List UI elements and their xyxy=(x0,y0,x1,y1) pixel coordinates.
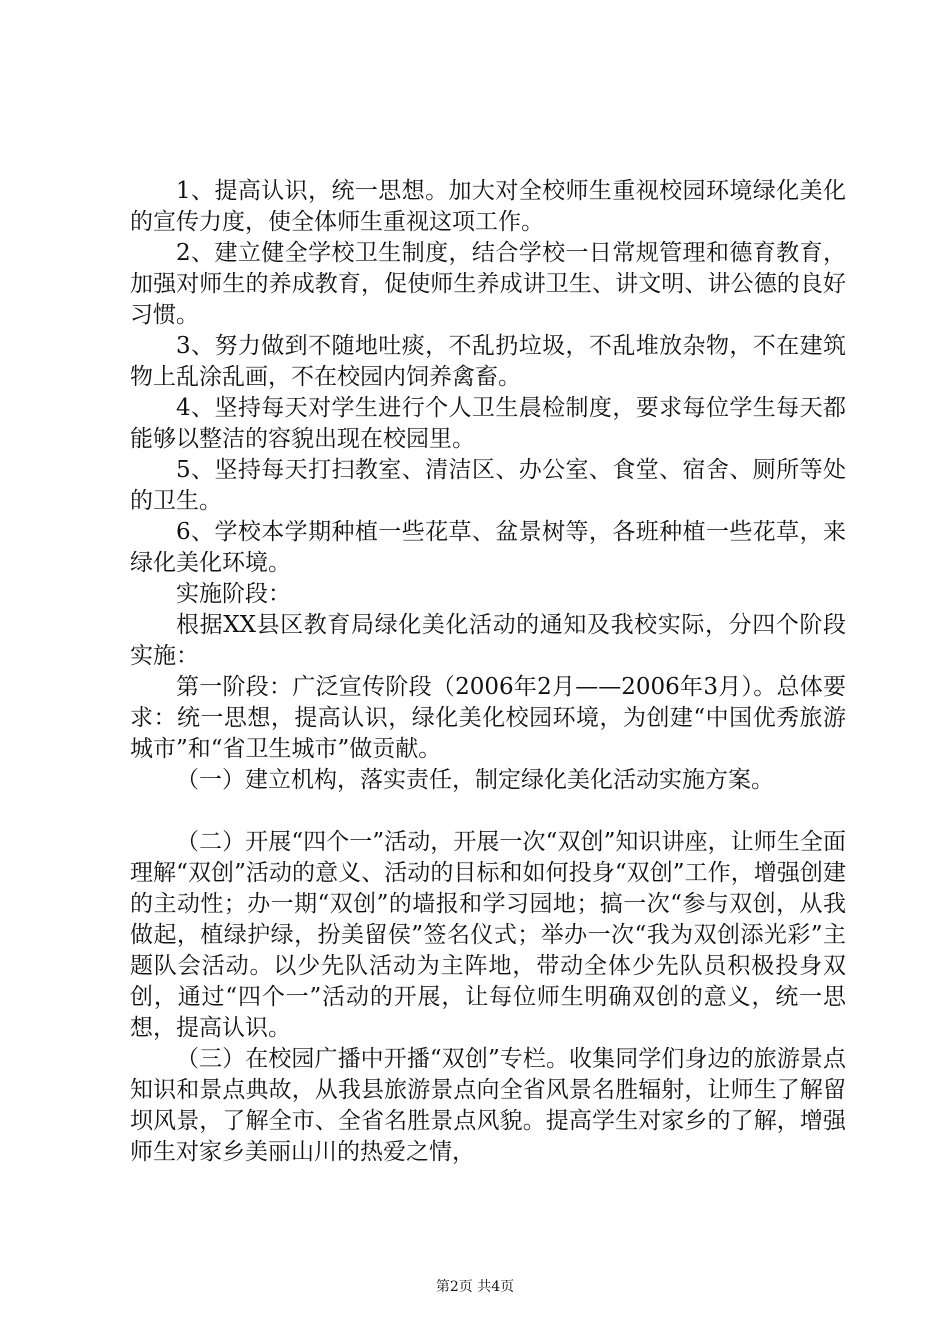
paragraph-item-1: 1、提高认识，统一思想。加大对全校师生重视校园环境绿化美化的宣传力度，使全体师生重视这项工作。 xyxy=(130,178,846,235)
section-heading-implementation: 实施阶段： xyxy=(176,581,291,607)
paragraph-intro: 根据XX县区教育局绿化美化活动的通知及我校实际，分四个阶段实施： xyxy=(130,612,846,669)
paragraph-item-6: 6、学校本学期种植一些花草、盆景树等，各班种植一些花草，来绿化美化环境。 xyxy=(130,519,846,576)
paragraph-item-5: 5、坚持每天打扫教室、清洁区、办公室、食堂、宿舍、厕所等处的卫生。 xyxy=(130,457,846,514)
paragraph-sub-three: （三）在校园广播中开播“双创”专栏。收集同学们身边的旅游景点知识和景点典故，从我县旅游景点向全省风景名胜辐射，让师生了解留坝风景，了解全市、全省名胜景点风貌。提高学生对家乡的了解，增强师生对家乡美丽山川的热爱之情， xyxy=(130,1046,846,1165)
paragraph-sub-one: （一）建立机构，落实责任，制定绿化美化活动实施方案。 xyxy=(176,767,774,793)
page-footer: 第2页 共4页 xyxy=(435,1279,515,1295)
paragraph-sub-two: （二）开展“四个一”活动，开展一次“双创”知识讲座，让师生全面理解“双创”活动的意义、活动的目标和如何投身“双创”工作，增强创建的主动性；办一期“双创”的墙报和学习园地；搞一次“参与双创，从我做起，植绿护绿，扮美留侯”签名仪式；举办一次“我为双创添光彩”主题队会活动。以少先队活动为主阵地，带动全体少先队员积极投身双创，通过“四个一”活动的开展，让每位师生明确双创的意义，统一思想，提高认识。 xyxy=(130,829,846,1041)
paragraph-stage-one: 第一阶段：广泛宣传阶段（2006年2月——2006年3月）。总体要求：统一思想，提高认识，绿化美化校园环境，为创建“中国优秀旅游城市”和“省卫生城市”做贡献。 xyxy=(130,674,846,762)
paragraph-item-2: 2、建立健全学校卫生制度，结合学校一日常规管理和德育教育，加强对师生的养成教育，促使师生养成讲卫生、讲文明、讲公德的良好习惯。 xyxy=(130,240,846,328)
paragraph-item-3: 3、努力做到不随地吐痰，不乱扔垃圾，不乱堆放杂物，不在建筑物上乱涂乱画，不在校园内饲养禽畜。 xyxy=(130,333,846,390)
document-body xyxy=(130,176,846,1168)
paragraph-item-4: 4、坚持每天对学生进行个人卫生晨检制度，要求每位学生每天都能够以整洁的容貌出现在校园里。 xyxy=(130,395,846,452)
